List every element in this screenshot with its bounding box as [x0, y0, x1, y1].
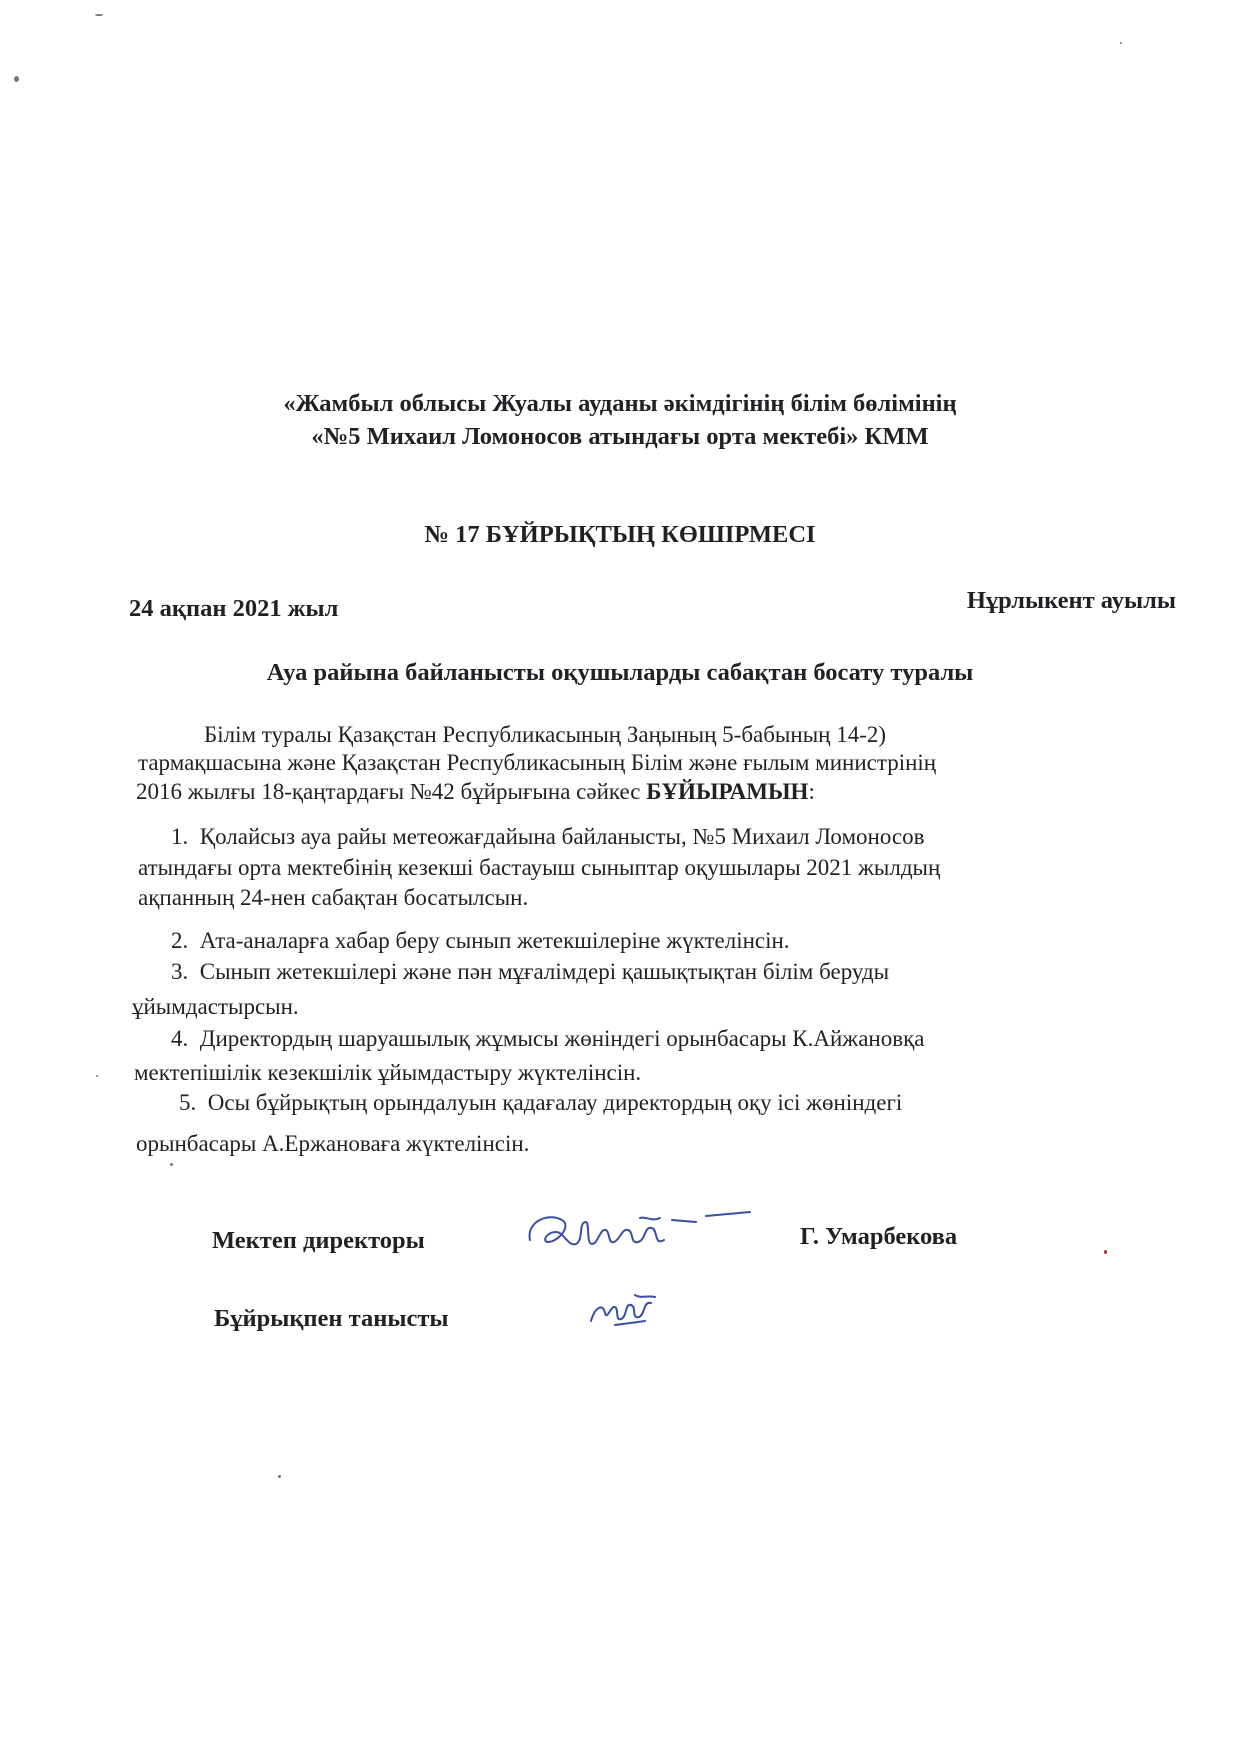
- list-item-5-line-2: орынбасары А.Ержановаға жүктелінсін.: [136, 1131, 530, 1156]
- list-item-3-line-2: ұйымдастырсын.: [132, 994, 299, 1019]
- acknowledgement-signature: [585, 1285, 665, 1335]
- preamble-colon: :: [808, 779, 815, 804]
- list-item-1-line-3: ақпанның 24-нен сабақтан босатылсын.: [138, 885, 529, 910]
- list-item-2: [171, 927, 790, 955]
- director-label: Мектеп директоры: [212, 1227, 425, 1254]
- list-item-number: 2.: [171, 928, 189, 953]
- list-item-text: Сынып жетекшілері және пән мұғалімдері қашықтықтан білім беруды: [199, 959, 890, 984]
- list-item-number: 4.: [171, 1026, 189, 1051]
- preamble-line-3-text: 2016 жылғы 18-қаңтардағы №42 бұйрығына сәйкес: [136, 779, 647, 804]
- order-date: 24 ақпан 2021 жыл: [129, 595, 339, 622]
- list-item-4-line-2: мектепішілік кезекшілік ұйымдастыру жүктелінсін.: [134, 1060, 642, 1085]
- director-name: Г. Умарбекова: [800, 1223, 958, 1250]
- list-item-4: [171, 1025, 924, 1053]
- scan-speck: [170, 1163, 173, 1166]
- list-item-1: [171, 823, 925, 851]
- scan-speck: [1120, 42, 1122, 44]
- order-place: Нұрлыкент ауылы: [966, 587, 1176, 614]
- org-name-line-1: «Жамбыл облысы Жуалы ауданы әкімдігінің білім бөлімінің: [283, 390, 957, 417]
- preamble-line-2: тармақшасына және Қазақстан Республикасының Білім және ғылым министрінің: [138, 750, 937, 775]
- preamble-line-3: [136, 778, 815, 806]
- scan-speck: [14, 76, 19, 82]
- scan-speck: [95, 14, 103, 16]
- list-item-text: Қолайсыз ауа райы метеожағдайына байланысты, №5 Михаил Ломоносов: [199, 824, 925, 849]
- scan-speck: [96, 1075, 98, 1077]
- list-item-number: 5.: [179, 1090, 197, 1115]
- list-item-1-line-2: атындағы орта мектебінің кезекші бастауыш сыныптар оқушылары 2021 жылдың: [138, 855, 941, 880]
- list-item-5: [179, 1089, 902, 1117]
- org-name-line-2: «№5 Михаил Ломоносов атындағы орта мектебі» КММ: [311, 423, 929, 450]
- list-item-3: [171, 958, 889, 986]
- scan-speck: [1104, 1250, 1107, 1254]
- list-item-text: Ата-аналарға хабар беру сынып жетекшілеріне жүктелінсін.: [199, 928, 790, 953]
- list-item-number: 1.: [171, 824, 189, 849]
- scan-speck: [278, 1475, 281, 1478]
- order-verb: БҰЙЫРАМЫН: [646, 779, 809, 804]
- preamble-line-1: Білім туралы Қазақстан Республикасының Заңының 5-бабының 14-2): [204, 722, 887, 747]
- director-signature: [520, 1192, 760, 1272]
- list-item-text: Осы бұйрықтың орындалуын қадағалау директордың оқу ісі жөніндегі: [207, 1090, 903, 1115]
- order-subject: Ауа райына байланысты оқушыларды сабақтан босату туралы: [266, 659, 974, 686]
- list-item-number: 3.: [171, 959, 189, 984]
- list-item-text: Директордың шаруашылық жұмысы жөніндегі орынбасары К.Айжановқа: [199, 1026, 925, 1051]
- order-title: № 17 БҰЙРЫҚТЫҢ КӨШІРМЕСІ: [424, 521, 816, 548]
- acknowledged-label: Бұйрықпен танысты: [214, 1305, 449, 1332]
